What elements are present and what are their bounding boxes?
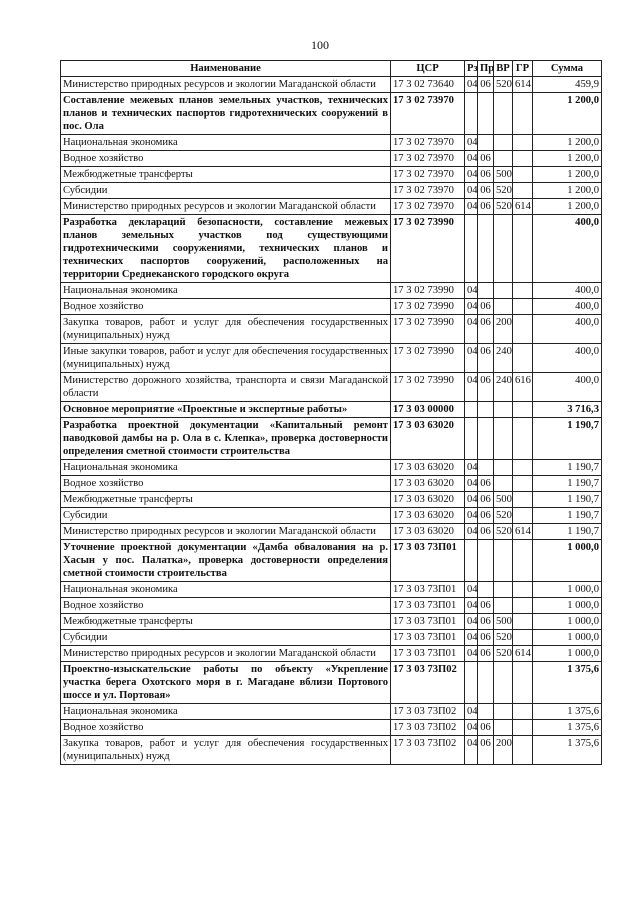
cell-sum: 1 375,6 [533,720,602,736]
cell-pr: 06 [478,183,494,199]
cell-rz: 04 [465,736,478,765]
cell-gr [513,476,533,492]
cell-sum: 1 375,6 [533,704,602,720]
table-row [61,540,602,582]
cell-name: Закупка товаров, работ и услуг для обеспечения государственных (муниципальных) нужд [61,736,391,765]
cell-sum: 1 190,7 [533,492,602,508]
cell-gr [513,344,533,373]
cell-rz [465,215,478,283]
cell-pr [478,704,494,720]
cell-sum: 400,0 [533,315,602,344]
cell-pr: 06 [478,598,494,614]
cell-vr [494,598,513,614]
cell-sum: 1 000,0 [533,582,602,598]
cell-pr [478,135,494,151]
cell-vr [494,283,513,299]
cell-csr: 17 3 02 73990 [391,344,465,373]
cell-name: Национальная экономика [61,582,391,598]
cell-gr [513,418,533,460]
cell-csr: 17 3 03 73П02 [391,704,465,720]
header-vr: ВР [494,61,513,77]
cell-gr [513,135,533,151]
table-row [61,646,602,662]
cell-csr: 17 3 02 73970 [391,135,465,151]
cell-pr: 06 [478,151,494,167]
cell-gr: 616 [513,373,533,402]
cell-name: Министерство дорожного хозяйства, транспорта и связи Магаданской области [61,373,391,402]
header-rz: Рз [465,61,478,77]
cell-vr: 200 [494,736,513,765]
cell-gr [513,582,533,598]
table-row [61,215,602,283]
cell-name: Проектно-изыскательские работы по объекту «Укрепление участка берега Охотского моря в г. Магадане вблизи Портового шоссе и ул. Портовая» [61,662,391,704]
cell-pr [478,283,494,299]
cell-gr [513,151,533,167]
cell-sum: 1 000,0 [533,614,602,630]
cell-sum: 400,0 [533,373,602,402]
cell-gr [513,402,533,418]
cell-gr: 614 [513,199,533,215]
table-row [61,524,602,540]
cell-sum: 1 200,0 [533,167,602,183]
cell-csr: 17 3 03 73П02 [391,736,465,765]
cell-gr [513,508,533,524]
cell-vr: 500 [494,614,513,630]
cell-rz: 04 [465,476,478,492]
cell-gr [513,183,533,199]
cell-csr: 17 3 02 73990 [391,373,465,402]
cell-name: Водное хозяйство [61,720,391,736]
cell-rz: 04 [465,167,478,183]
table-row [61,283,602,299]
cell-name: Водное хозяйство [61,151,391,167]
table-row [61,460,602,476]
table-row [61,630,602,646]
cell-sum: 400,0 [533,283,602,299]
cell-rz: 04 [465,460,478,476]
cell-name: Водное хозяйство [61,299,391,315]
cell-rz [465,93,478,135]
cell-gr [513,598,533,614]
cell-sum: 1 200,0 [533,93,602,135]
cell-csr: 17 3 02 73990 [391,315,465,344]
cell-name: Министерство природных ресурсов и экологии Магаданской области [61,646,391,662]
table-row [61,167,602,183]
cell-vr [494,720,513,736]
cell-rz: 04 [465,508,478,524]
cell-pr [478,93,494,135]
cell-pr: 06 [478,344,494,373]
cell-csr: 17 3 03 63020 [391,492,465,508]
cell-sum: 1 190,7 [533,418,602,460]
cell-sum: 3 716,3 [533,402,602,418]
cell-gr [513,662,533,704]
cell-rz: 04 [465,151,478,167]
cell-gr [513,299,533,315]
cell-csr: 17 3 02 73640 [391,77,465,93]
cell-pr: 06 [478,492,494,508]
cell-name: Субсидии [61,508,391,524]
cell-csr: 17 3 03 00000 [391,402,465,418]
cell-rz: 04 [465,299,478,315]
cell-rz [465,418,478,460]
cell-sum: 1 200,0 [533,183,602,199]
cell-name: Субсидии [61,183,391,199]
cell-vr: 500 [494,492,513,508]
cell-csr: 17 3 02 73990 [391,283,465,299]
cell-csr: 17 3 03 63020 [391,476,465,492]
cell-rz [465,662,478,704]
cell-vr [494,215,513,283]
table-row [61,582,602,598]
cell-vr: 520 [494,524,513,540]
table-row [61,373,602,402]
cell-sum: 1 190,7 [533,508,602,524]
table-row [61,77,602,93]
cell-rz: 04 [465,598,478,614]
table-row [61,199,602,215]
cell-rz: 04 [465,720,478,736]
cell-pr: 06 [478,167,494,183]
cell-rz: 04 [465,315,478,344]
cell-pr [478,662,494,704]
table-row [61,720,602,736]
cell-pr: 06 [478,77,494,93]
table-row [61,476,602,492]
cell-csr: 17 3 03 73П02 [391,662,465,704]
cell-sum: 1 200,0 [533,135,602,151]
cell-sum: 1 190,7 [533,476,602,492]
cell-gr [513,315,533,344]
cell-rz: 04 [465,199,478,215]
cell-rz: 04 [465,704,478,720]
cell-pr: 06 [478,476,494,492]
cell-vr [494,704,513,720]
cell-sum: 400,0 [533,299,602,315]
cell-vr [494,402,513,418]
table-row [61,135,602,151]
cell-name: Уточнение проектной документации «Дамба обвалования на р. Хасын у пос. Палатка», проверка достоверности определения сметной стоимости строительства [61,540,391,582]
cell-csr: 17 3 03 63020 [391,460,465,476]
cell-vr: 520 [494,508,513,524]
cell-csr: 17 3 03 73П01 [391,582,465,598]
header-gr: ГР [513,61,533,77]
header-csr: ЦСР [391,61,465,77]
cell-name: Министерство природных ресурсов и экологии Магаданской области [61,199,391,215]
cell-rz: 04 [465,77,478,93]
cell-name: Иные закупки товаров, работ и услуг для обеспечения государственных (муниципальных) нужд [61,344,391,373]
cell-name: Составление межевых планов земельных участков, технических планов и технических паспортов гидротехнических сооружений в пос. Ола [61,93,391,135]
cell-csr: 17 3 03 73П01 [391,598,465,614]
cell-rz: 04 [465,646,478,662]
table-header [61,61,602,77]
cell-rz: 04 [465,630,478,646]
cell-rz: 04 [465,135,478,151]
cell-sum: 1 000,0 [533,598,602,614]
cell-gr [513,215,533,283]
cell-pr [478,418,494,460]
cell-rz: 04 [465,344,478,373]
cell-pr: 06 [478,373,494,402]
cell-name: Межбюджетные трансферты [61,492,391,508]
table-row [61,151,602,167]
table-row [61,736,602,765]
header-name: Наименование [61,61,391,77]
cell-csr: 17 3 02 73970 [391,199,465,215]
cell-name: Национальная экономика [61,283,391,299]
cell-csr: 17 3 02 73970 [391,167,465,183]
table-row [61,492,602,508]
cell-vr [494,662,513,704]
cell-pr: 06 [478,614,494,630]
cell-rz: 04 [465,582,478,598]
cell-gr [513,540,533,582]
cell-rz: 04 [465,614,478,630]
cell-gr [513,93,533,135]
cell-vr [494,135,513,151]
budget-table [60,60,602,765]
header-sum: Сумма [533,61,602,77]
cell-vr: 520 [494,630,513,646]
cell-csr: 17 3 02 73970 [391,183,465,199]
cell-gr [513,704,533,720]
table-row [61,93,602,135]
cell-rz [465,402,478,418]
cell-name: Разработка деклараций безопасности, составление межевых планов земельных участков под существующими гидротехническими сооружениями, технических планов и технических паспортов сооружений, расположенных на территории Среднеканского городского округа [61,215,391,283]
cell-sum: 1 190,7 [533,460,602,476]
cell-vr [494,93,513,135]
cell-pr [478,460,494,476]
table-row [61,614,602,630]
cell-pr: 06 [478,630,494,646]
cell-csr: 17 3 02 73990 [391,299,465,315]
table-row [61,704,602,720]
cell-sum: 1 000,0 [533,646,602,662]
cell-name: Разработка проектной документации «Капитальный ремонт паводковой дамбы на р. Ола в с. Клепка», проверка достоверности определения сметной стоимости строительства [61,418,391,460]
table-row [61,598,602,614]
cell-pr: 06 [478,315,494,344]
cell-csr: 17 3 02 73970 [391,93,465,135]
cell-name: Межбюджетные трансферты [61,614,391,630]
cell-csr: 17 3 03 73П01 [391,630,465,646]
cell-name: Министерство природных ресурсов и экологии Магаданской области [61,77,391,93]
cell-vr: 240 [494,373,513,402]
table-row [61,418,602,460]
cell-sum: 1 200,0 [533,151,602,167]
cell-csr: 17 3 02 73970 [391,151,465,167]
cell-rz: 04 [465,373,478,402]
table-row [61,315,602,344]
cell-gr: 614 [513,646,533,662]
cell-vr [494,476,513,492]
cell-name: Национальная экономика [61,460,391,476]
cell-csr: 17 3 03 63020 [391,524,465,540]
cell-vr [494,582,513,598]
cell-name: Национальная экономика [61,135,391,151]
cell-sum: 400,0 [533,215,602,283]
cell-pr [478,402,494,418]
cell-csr: 17 3 02 73990 [391,215,465,283]
table-row [61,662,602,704]
cell-gr: 614 [513,77,533,93]
cell-gr [513,736,533,765]
cell-csr: 17 3 03 73П01 [391,646,465,662]
header-row [61,61,602,77]
table-row [61,402,602,418]
cell-vr: 240 [494,344,513,373]
cell-csr: 17 3 03 73П01 [391,540,465,582]
cell-sum: 1 000,0 [533,630,602,646]
cell-name: Водное хозяйство [61,476,391,492]
cell-vr [494,299,513,315]
header-pr: Пр [478,61,494,77]
cell-vr [494,460,513,476]
cell-vr: 520 [494,77,513,93]
cell-pr [478,540,494,582]
cell-pr: 06 [478,199,494,215]
cell-rz: 04 [465,283,478,299]
table-row [61,299,602,315]
cell-gr: 614 [513,524,533,540]
table-row [61,344,602,373]
cell-pr: 06 [478,646,494,662]
cell-pr: 06 [478,524,494,540]
cell-gr [513,492,533,508]
cell-gr [513,630,533,646]
table-row [61,508,602,524]
cell-vr: 520 [494,183,513,199]
table-body [61,77,602,765]
cell-name: Министерство природных ресурсов и экологии Магаданской области [61,524,391,540]
cell-pr [478,215,494,283]
cell-sum: 1 375,6 [533,736,602,765]
cell-gr [513,720,533,736]
cell-rz: 04 [465,492,478,508]
cell-csr: 17 3 03 63020 [391,508,465,524]
cell-pr: 06 [478,720,494,736]
cell-pr: 06 [478,299,494,315]
cell-pr: 06 [478,736,494,765]
cell-name: Межбюджетные трансферты [61,167,391,183]
page-number: 100 [311,38,329,52]
cell-sum: 459,9 [533,77,602,93]
cell-sum: 1 375,6 [533,662,602,704]
table-row [61,183,602,199]
cell-vr: 200 [494,315,513,344]
cell-gr [513,460,533,476]
cell-vr [494,540,513,582]
cell-name: Водное хозяйство [61,598,391,614]
cell-name: Основное мероприятие «Проектные и экспертные работы» [61,402,391,418]
cell-gr [513,283,533,299]
cell-vr: 500 [494,167,513,183]
cell-gr [513,614,533,630]
cell-vr: 520 [494,199,513,215]
cell-rz [465,540,478,582]
cell-name: Национальная экономика [61,704,391,720]
cell-name: Субсидии [61,630,391,646]
cell-pr [478,582,494,598]
cell-vr [494,418,513,460]
cell-sum: 400,0 [533,344,602,373]
cell-csr: 17 3 03 73П02 [391,720,465,736]
cell-sum: 1 190,7 [533,524,602,540]
cell-sum: 1 200,0 [533,199,602,215]
cell-vr [494,151,513,167]
cell-sum: 1 000,0 [533,540,602,582]
cell-name: Закупка товаров, работ и услуг для обеспечения государственных (муниципальных) нужд [61,315,391,344]
cell-pr: 06 [478,508,494,524]
cell-csr: 17 3 03 73П01 [391,614,465,630]
cell-vr: 520 [494,646,513,662]
cell-rz: 04 [465,183,478,199]
cell-rz: 04 [465,524,478,540]
cell-gr [513,167,533,183]
cell-csr: 17 3 03 63020 [391,418,465,460]
